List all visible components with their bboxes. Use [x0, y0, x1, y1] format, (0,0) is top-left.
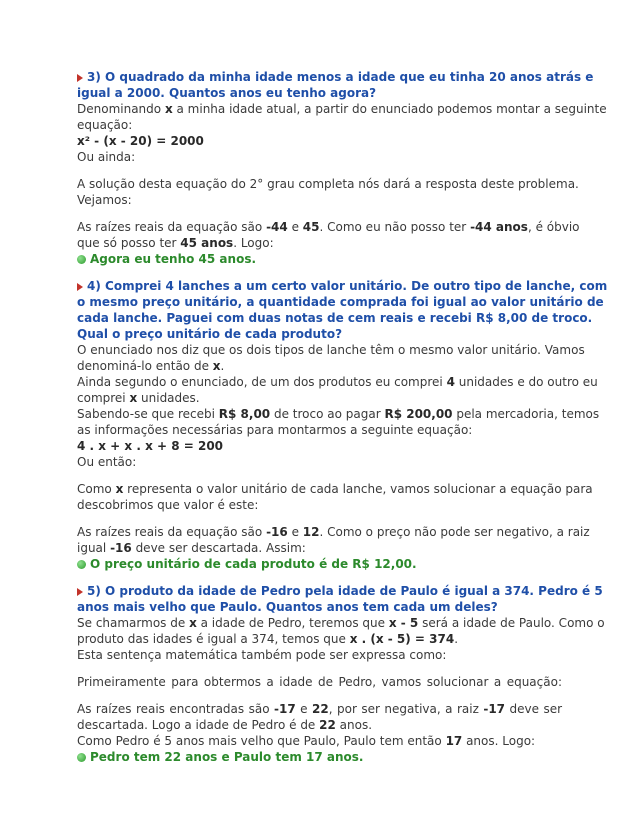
paragraph: As raízes reais da equação são -44 e 45. Como eu não posso ter -44 anos, é óbvio — [77, 220, 580, 234]
red-arrow-icon — [77, 283, 83, 291]
paragraph: Primeiramente para obtermos a idade de Pedro, vamos solucionar a equação: — [77, 675, 562, 689]
answer-3: Agora eu tenho 45 anos. — [77, 251, 562, 267]
paragraph: equação: — [77, 118, 133, 132]
paragraph: descobrimos que valor é este: — [77, 498, 259, 512]
paragraph: Ou então: — [77, 455, 137, 469]
question-5-title-line-1: 5) O produto da idade de Pedro pela idade de Paulo é igual a 374. Pedro é 5 — [77, 583, 562, 599]
paragraph: as informações necessárias para montarmos a seguinte equação: — [77, 423, 473, 437]
answer-4: O preço unitário de cada produto é de R$ 12,00. — [77, 556, 562, 572]
paragraph: Sabendo-se que recebi R$ 8,00 de troco ao pagar R$ 200,00 pela mercadoria, temos — [77, 407, 600, 421]
equation: 4 . x + x . x + 8 = 200 — [77, 439, 224, 453]
paragraph: Esta sentença matemática também pode ser expressa como: — [77, 648, 447, 662]
paragraph: As raízes reais encontradas são -17 e 22, por ser negativa, a raiz -17 deve ser — [77, 702, 563, 716]
question-4-title-line-1: 4) Comprei 4 lanches a um certo valor unitário. De outro tipo de lanche, com — [77, 278, 562, 294]
paragraph: igual -16 deve ser descartada. Assim: — [77, 541, 306, 555]
paragraph: O enunciado nos diz que os dois tipos de lanche têm o mesmo valor unitário. Vamos — [77, 343, 585, 357]
question-3-title-line-2: igual a 2000. Quantos anos eu tenho agora? — [77, 86, 377, 100]
green-dot-icon — [77, 255, 86, 264]
question-4-title-line-4: Qual o preço unitário de cada produto? — [77, 327, 343, 341]
paragraph: Se chamarmos de x a idade de Pedro, teremos que x - 5 será a idade de Paulo. Como o — [77, 616, 605, 630]
paragraph: descartada. Logo a idade de Pedro é de 22 anos. — [77, 718, 373, 732]
paragraph: produto das idades é igual a 374, temos que x . (x - 5) = 374. — [77, 632, 459, 646]
paragraph: Como x representa o valor unitário de cada lanche, vamos solucionar a equação para — [77, 482, 593, 496]
red-arrow-icon — [77, 74, 83, 82]
paragraph: Ainda segundo o enunciado, de um dos produtos eu comprei 4 unidades e do outro eu — [77, 375, 598, 389]
paragraph: Denominando x a minha idade atual, a partir do enunciado podemos montar a seguinte — [77, 102, 607, 116]
paragraph: Vejamos: — [77, 193, 132, 207]
answer-5: Pedro tem 22 anos e Paulo tem 17 anos. — [77, 749, 562, 765]
question-4-title-line-2: o mesmo preço unitário, a quantidade comprada foi igual ao valor unitário de — [77, 295, 604, 309]
paragraph: As raízes reais da equação são -16 e 12. Como o preço não pode ser negativo, a raiz — [77, 525, 590, 539]
paragraph: denominá-lo então de x. — [77, 359, 225, 373]
document-page — [77, 69, 608, 765]
equation: x² - (x - 20) = 2000 — [77, 134, 204, 148]
question-4-title-line-3: cada lanche. Paguei com duas notas de cem reais e recebi R$ 8,00 de troco. — [77, 311, 593, 325]
question-5-title-line-2: anos mais velho que Paulo. Quantos anos tem cada um deles? — [77, 600, 498, 614]
question-3-title-line-1: 3) O quadrado da minha idade menos a idade que eu tinha 20 anos atrás e — [77, 69, 562, 85]
paragraph: comprei x unidades. — [77, 391, 200, 405]
paragraph: Ou ainda: — [77, 150, 136, 164]
red-arrow-icon — [77, 588, 83, 596]
paragraph: que só posso ter 45 anos. Logo: — [77, 236, 274, 250]
paragraph: A solução desta equação do 2° grau completa nós dará a resposta deste problema. — [77, 177, 579, 191]
paragraph: Como Pedro é 5 anos mais velho que Paulo, Paulo tem então 17 anos. Logo: — [77, 734, 536, 748]
green-dot-icon — [77, 560, 86, 569]
green-dot-icon — [77, 753, 86, 762]
